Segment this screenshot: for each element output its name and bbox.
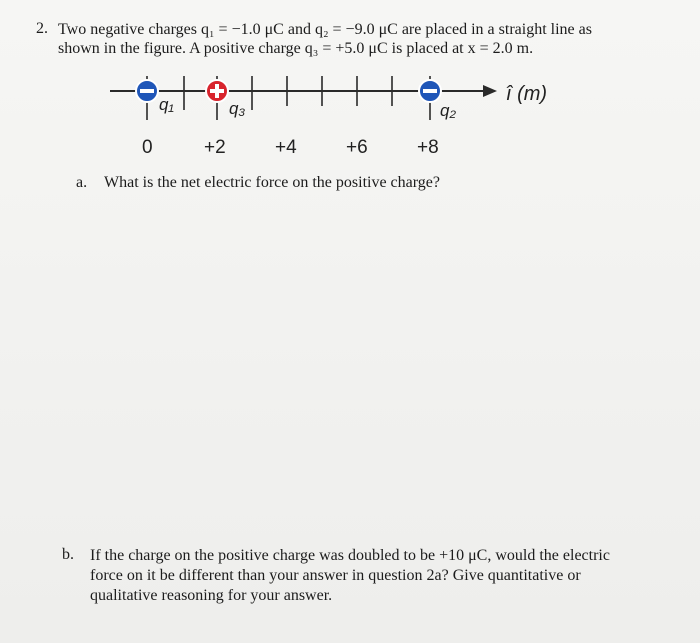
question-text [58, 20, 658, 58]
number-line-figure [100, 70, 580, 165]
question-number: 2. [36, 20, 48, 37]
tick-marks [147, 76, 430, 120]
tick-label-6: +6 [346, 137, 368, 158]
part-b-question [90, 546, 685, 606]
part-a-question: What is the net electric force on the positive charge? [104, 174, 440, 191]
charge-q3 [206, 80, 228, 102]
axis-label: î (m) [506, 83, 548, 105]
part-b-label: b. [62, 546, 74, 563]
question-text-line-1: Two negative charges q₁ = −1.0 μC and q₂ = −9.0 μC are placed in a straight line as [58, 21, 592, 38]
charge-label-q3: q₃ [229, 99, 246, 118]
charge-q1 [136, 80, 158, 102]
part-b-line-3: qualitative reasoning for your answer. [90, 587, 333, 604]
part-b-line-2: force on it be different than your answer in question 2a? Give quantitative or [90, 567, 581, 584]
part-a-label: a. [76, 174, 88, 191]
charge-label-q1: q₁ [159, 95, 174, 114]
axis-arrow-icon [483, 85, 497, 97]
question-text-line-2: shown in the figure. A positive charge q₃ = +5.0 μC is placed at x = 2.0 m. [58, 40, 534, 57]
tick-label-4: +4 [275, 137, 297, 158]
charge-diagram [100, 70, 580, 165]
tick-label-2: +2 [204, 137, 226, 158]
tick-label-0: 0 [142, 137, 153, 158]
charge-label-q2: q₂ [440, 101, 456, 120]
charge-q2 [419, 80, 441, 102]
tick-label-8: +8 [417, 137, 439, 158]
part-b-line-1: If the charge on the positive charge was doubled to be +10 μC, would the electric [90, 547, 610, 564]
